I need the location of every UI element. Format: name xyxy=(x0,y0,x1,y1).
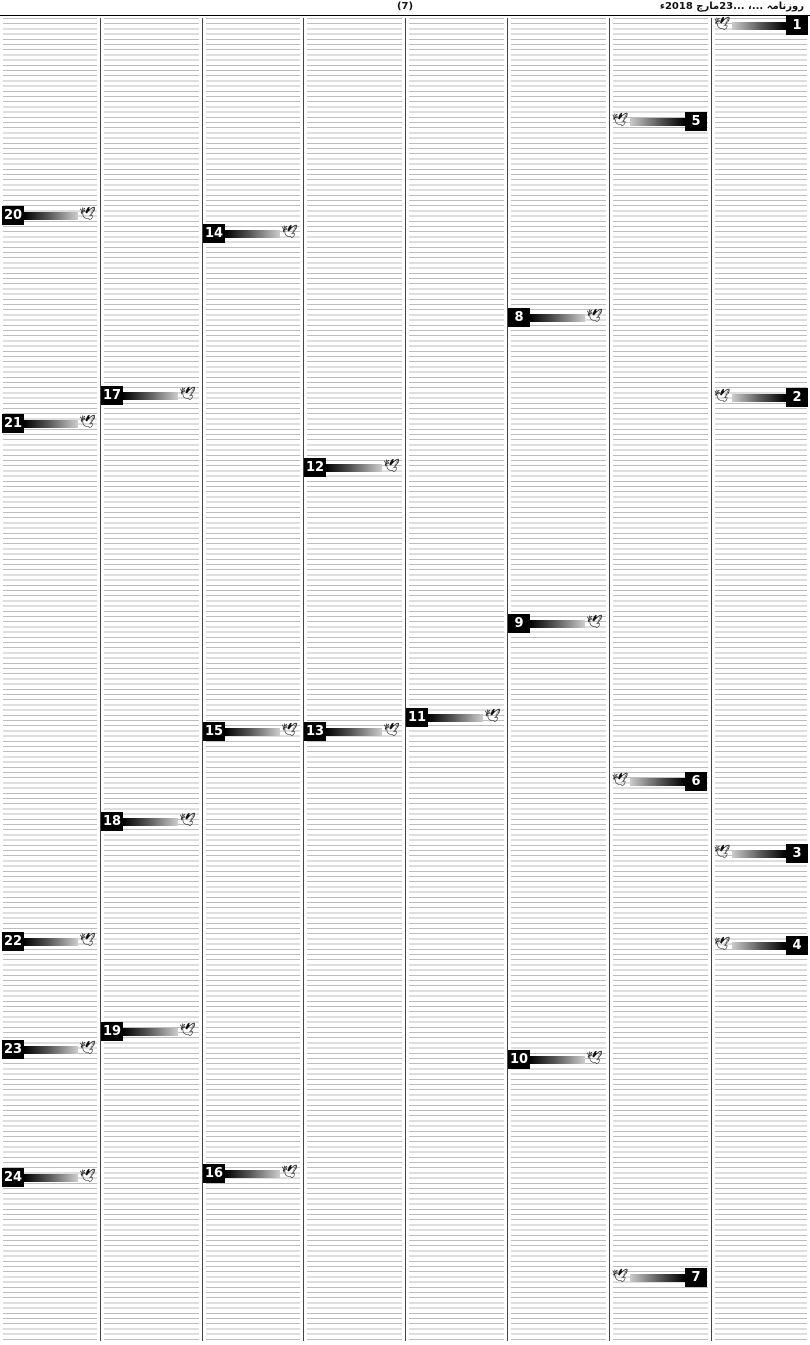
dove-bird-icon: 🕊 xyxy=(179,1023,196,1038)
section-header-22 xyxy=(2,932,98,951)
section-header-1 xyxy=(712,16,808,35)
section-number: 9 xyxy=(508,614,530,633)
section-header-19 xyxy=(101,1022,198,1041)
section-header-11 xyxy=(406,708,503,727)
dove-bird-icon: 🕊 xyxy=(179,387,196,402)
dove-bird-icon: 🕊 xyxy=(714,937,731,952)
dove-bird-icon: 🕊 xyxy=(714,845,731,860)
column-divider xyxy=(507,18,508,1341)
dove-bird-icon: 🕊 xyxy=(79,1169,96,1184)
dove-bird-icon: 🕊 xyxy=(612,773,629,788)
section-number: 17 xyxy=(102,388,122,403)
dove-bird-icon: 🕊 xyxy=(586,1051,603,1066)
section-header-4 xyxy=(712,936,808,955)
section-number: 2 xyxy=(786,388,808,407)
section-header-15 xyxy=(203,722,300,741)
section-number: 13 xyxy=(305,724,325,739)
text-column-6 xyxy=(203,18,303,1341)
section-bar xyxy=(732,942,786,950)
section-bar xyxy=(630,118,685,126)
section-number: 8 xyxy=(508,308,530,327)
dove-bird-icon: 🕊 xyxy=(484,709,501,724)
section-bar xyxy=(530,1056,585,1064)
dove-bird-icon: 🕊 xyxy=(281,1165,298,1180)
section-header-7 xyxy=(610,1268,707,1287)
dove-bird-icon: 🕊 xyxy=(383,723,400,738)
dove-bird-icon: 🕊 xyxy=(586,309,603,324)
section-number: 12 xyxy=(305,460,325,475)
dove-bird-icon: 🕊 xyxy=(79,415,96,430)
section-number: 23 xyxy=(3,1042,23,1057)
section-header-10 xyxy=(508,1050,605,1069)
dove-bird-icon: 🕊 xyxy=(612,113,629,128)
dove-bird-icon: 🕊 xyxy=(79,933,96,948)
section-header-3 xyxy=(712,844,808,863)
dove-bird-icon: 🕊 xyxy=(714,389,731,404)
section-bar xyxy=(732,22,786,30)
section-header-14 xyxy=(203,224,300,243)
section-bar xyxy=(530,620,585,628)
section-header-20 xyxy=(2,206,98,225)
section-bar xyxy=(24,420,78,428)
section-bar xyxy=(530,314,585,322)
section-number: 10 xyxy=(509,1052,529,1067)
dove-bird-icon: 🕊 xyxy=(79,1041,96,1056)
section-number: 22 xyxy=(3,934,23,949)
dove-bird-icon: 🕊 xyxy=(586,615,603,630)
section-number: 19 xyxy=(102,1024,122,1039)
section-header-2 xyxy=(712,388,808,407)
text-column-5 xyxy=(304,18,405,1341)
section-number: 5 xyxy=(685,112,707,131)
section-bar xyxy=(225,1170,280,1178)
section-header-24 xyxy=(2,1168,98,1187)
page-number: (7) xyxy=(396,1,414,12)
section-bar xyxy=(732,394,786,402)
section-header-13 xyxy=(304,722,402,741)
text-column-1 xyxy=(712,18,810,1341)
section-bar xyxy=(123,1028,178,1036)
dove-bird-icon: 🕊 xyxy=(281,723,298,738)
section-number: 4 xyxy=(786,936,808,955)
section-number: 18 xyxy=(102,814,122,829)
section-number: 16 xyxy=(204,1166,224,1181)
section-bar xyxy=(630,778,685,786)
column-divider xyxy=(100,18,101,1341)
section-number: 3 xyxy=(786,844,808,863)
section-header-5 xyxy=(610,112,707,131)
column-divider xyxy=(711,18,712,1341)
section-bar xyxy=(123,392,178,400)
section-bar xyxy=(428,714,483,722)
dove-bird-icon: 🕊 xyxy=(79,207,96,222)
column-divider xyxy=(405,18,406,1341)
newspaper-title: روزنامہ ...، ...23مارچ 2018ء xyxy=(659,1,804,12)
section-header-9 xyxy=(508,614,605,633)
section-bar xyxy=(24,938,78,946)
section-bar xyxy=(732,850,786,858)
section-bar xyxy=(24,212,78,220)
section-bar xyxy=(326,728,382,736)
dove-bird-icon: 🕊 xyxy=(179,813,196,828)
section-number: 15 xyxy=(204,724,224,739)
section-number: 6 xyxy=(685,772,707,791)
column-divider xyxy=(609,18,610,1341)
dove-bird-icon: 🕊 xyxy=(714,17,731,32)
section-header-16 xyxy=(203,1164,300,1183)
section-header-8 xyxy=(508,308,605,327)
section-number: 21 xyxy=(3,416,23,431)
section-header-23 xyxy=(2,1040,98,1059)
section-bar xyxy=(123,818,178,826)
text-column-2 xyxy=(610,18,711,1341)
dove-bird-icon: 🕊 xyxy=(281,225,298,240)
section-bar xyxy=(630,1274,685,1282)
section-header-17 xyxy=(101,386,198,405)
section-number: 11 xyxy=(407,710,427,725)
dove-bird-icon: 🕊 xyxy=(383,459,400,474)
section-number: 1 xyxy=(786,16,808,35)
section-bar xyxy=(225,230,280,238)
text-column-7 xyxy=(101,18,202,1341)
text-column-4 xyxy=(406,18,507,1341)
section-bar xyxy=(225,728,280,736)
section-header-12 xyxy=(304,458,402,477)
section-header-18 xyxy=(101,812,198,831)
section-bar xyxy=(24,1046,78,1054)
section-header-21 xyxy=(2,414,98,433)
text-column-3 xyxy=(508,18,609,1341)
column-divider xyxy=(202,18,203,1341)
section-number: 14 xyxy=(204,226,224,241)
section-header-6 xyxy=(610,772,707,791)
column-divider xyxy=(303,18,304,1341)
section-number: 24 xyxy=(3,1170,23,1185)
section-number: 20 xyxy=(3,208,23,223)
dove-bird-icon: 🕊 xyxy=(612,1269,629,1284)
section-bar xyxy=(24,1174,78,1182)
masthead xyxy=(0,0,810,16)
section-bar xyxy=(326,464,382,472)
section-number: 7 xyxy=(685,1268,707,1287)
